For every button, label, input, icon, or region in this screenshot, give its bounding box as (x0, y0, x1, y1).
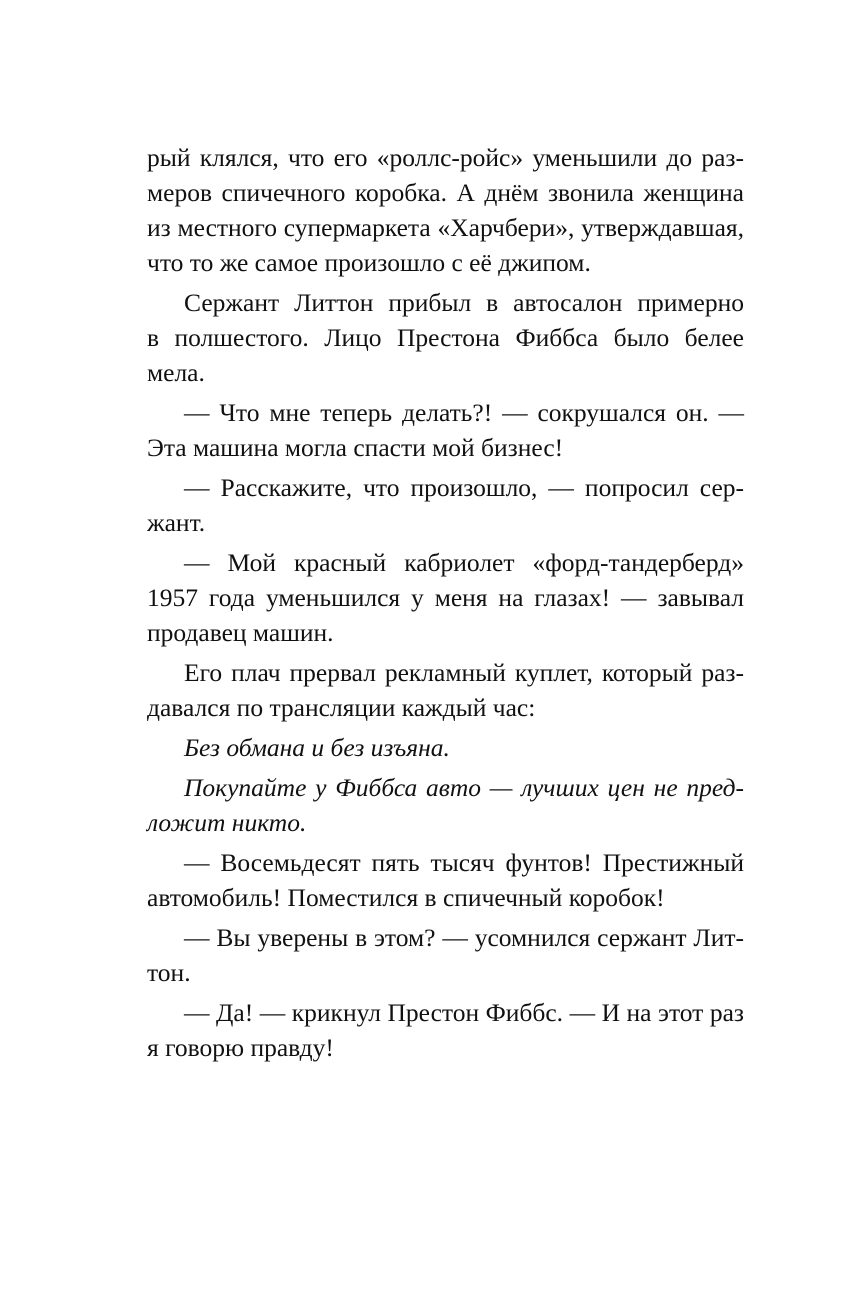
text-line: в полшестого. Лицо Престона Фиббса было белее (147, 323, 744, 352)
dialogue-paragraph (147, 995, 744, 1065)
text-line: — Вы уверены в этом? — усомнился сержант Лит- (184, 923, 744, 952)
text-line: меров спичечного коробка. А днём звонила женщина (147, 178, 744, 207)
text-line: Сержант Литтон прибыл в автосалон примерно (184, 288, 744, 317)
dialogue-paragraph (147, 395, 744, 465)
text-line: ложит никто. (147, 808, 307, 837)
text-line: рый клялся, что его «роллс-ройс» уменьшили до раз- (147, 143, 744, 172)
jingle-paragraph (147, 770, 744, 840)
paragraph (147, 140, 744, 280)
text-line: из местного супермаркета «Харчбери», утверждавшая, (147, 213, 744, 242)
text-line: автомобиль! Поместился в спичечный коробок! (147, 883, 665, 912)
dialogue-paragraph (147, 920, 744, 990)
text-line: что то же самое произошло с её джипом. (147, 248, 591, 277)
text-line: тон. (147, 958, 191, 987)
text-line: продавец машин. (147, 618, 334, 647)
text-line: Покупайте у Фиббса авто — лучших цен не пред- (184, 773, 744, 802)
paragraph (147, 285, 744, 390)
dialogue-paragraph (147, 545, 744, 650)
text-line: — Что мне теперь делать?! — сокрушался он. — (184, 398, 744, 427)
text-line: Эта машина могла спасти мой бизнес! (147, 433, 564, 462)
text-line: — Расскажите, что произошло, — попросил сер- (184, 473, 744, 502)
text-line: 1957 года уменьшился у меня на глазах! — завывал (147, 583, 744, 612)
dialogue-paragraph (147, 470, 744, 540)
text-line: — Да! — крикнул Престон Фиббс. — И на этот раз (184, 998, 744, 1027)
text-line: — Мой красный кабриолет «форд-тандерберд» (184, 548, 744, 577)
text-line: Без обмана и без изъяна. (184, 733, 450, 762)
jingle-paragraph (147, 730, 744, 765)
paragraph (147, 655, 744, 725)
text-line: давался по трансляции каждый час: (147, 693, 536, 722)
text-line: жант. (147, 508, 206, 537)
book-page (147, 140, 744, 1065)
dialogue-paragraph (147, 845, 744, 915)
text-line: мела. (147, 358, 205, 387)
text-line: — Восемьдесят пять тысяч фунтов! Престижный (184, 848, 744, 877)
text-line: Его плач прервал рекламный куплет, который раз- (184, 658, 744, 687)
text-line: я говорю правду! (147, 1033, 334, 1062)
